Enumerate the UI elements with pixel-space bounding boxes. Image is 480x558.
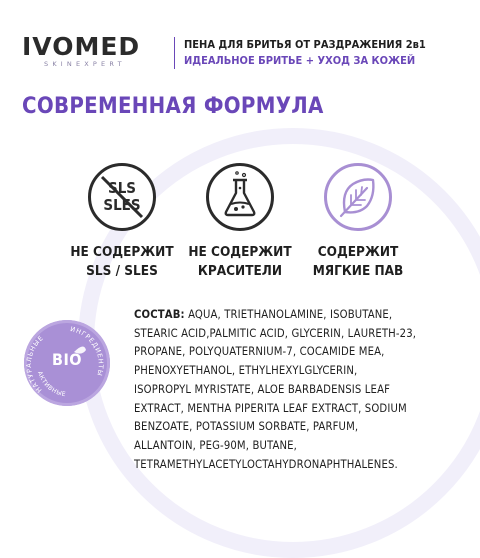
- flask-icon: [206, 163, 274, 231]
- ingredients-line: PHENOXYETHANOL, ETHYLHEXYLGLYCERIN,: [134, 364, 358, 378]
- icon-label-sles: SLES: [103, 196, 141, 214]
- header-divider: [174, 37, 175, 69]
- page-headline: СОВРЕМЕННАЯ ФОРМУЛА: [22, 94, 324, 119]
- leaf-icon: [324, 163, 392, 231]
- ingredients-line: BENZOATE, POTASSIUM SORBATE, PARFUM,: [134, 420, 359, 434]
- ingredients-line: STEARIC ACID,PALMITIC ACID, GLYCERIN, LAURETH-23,: [134, 326, 417, 340]
- logo-wordmark: IVOMED: [22, 32, 141, 61]
- logo-tagline: SKINEXPERT: [44, 60, 126, 68]
- ingredients-line: PROPANE, POLYQUATERNIUM-7, COCAMIDE MEA,: [134, 345, 385, 359]
- product-benefit: ИДЕАЛЬНОЕ БРИТЬЕ + УХОД ЗА КОЖЕЙ: [184, 54, 416, 67]
- no-sls-icon: [88, 163, 156, 231]
- product-title: [184, 37, 426, 69]
- ingredients-line: EXTRACT, MENTHA PIPERITA LEAF EXTRACT, SODIUM: [134, 401, 407, 415]
- bio-ring-text-left: НАТУРАЛЬНЫЕ: [25, 333, 46, 395]
- bio-badge: [24, 320, 110, 406]
- feature-caption-line1: НЕ СОДЕРЖИТ: [188, 244, 292, 260]
- product-name: ПЕНА ДЛЯ БРИТЬЯ ОТ РАЗДРАЖЕНИЯ 2в1: [184, 38, 426, 51]
- feature-mild-surfactants: [288, 163, 428, 281]
- icon-label-sls: SLS: [107, 179, 137, 197]
- feature-caption-line2: КРАСИТЕЛИ: [197, 263, 283, 279]
- ingredients-line: ISOPROPYL MYRISTATE, ALOE BARBADENSIS LEAF: [134, 382, 391, 396]
- bio-ring-text-right: ИНГРЕДИЕНТЫ: [69, 325, 105, 378]
- feature-caption-line1: НЕ СОДЕРЖИТ: [70, 244, 174, 260]
- strike-through-line: [91, 166, 153, 228]
- feature-caption-line1: СОДЕРЖИТ: [317, 244, 399, 260]
- ingredients-line: ALLANTOIN, PEG-90M, BUTANE,: [134, 438, 298, 452]
- bio-label: BIO: [51, 350, 83, 369]
- ingredients-line: AQUA, TRIETHANOLAMINE, ISOBUTANE,: [184, 308, 393, 321]
- ingredients-list: [134, 306, 470, 474]
- ingredients-line: TETRAMETHYLACETYLOCTAHYDRONAPHTHALENES.: [134, 457, 398, 471]
- svg-text:АКТИВНЫЕ: [36, 370, 67, 398]
- feature-caption-line2: МЯГКИЕ ПАВ: [312, 263, 404, 279]
- bio-ring-text-bottom: АКТИВНЫЕ: [36, 370, 67, 399]
- ingredients-label: СОСТАВ:: [134, 308, 185, 321]
- feature-caption-line2: SLS / SLES: [86, 263, 158, 279]
- brand-logo: [22, 34, 172, 68]
